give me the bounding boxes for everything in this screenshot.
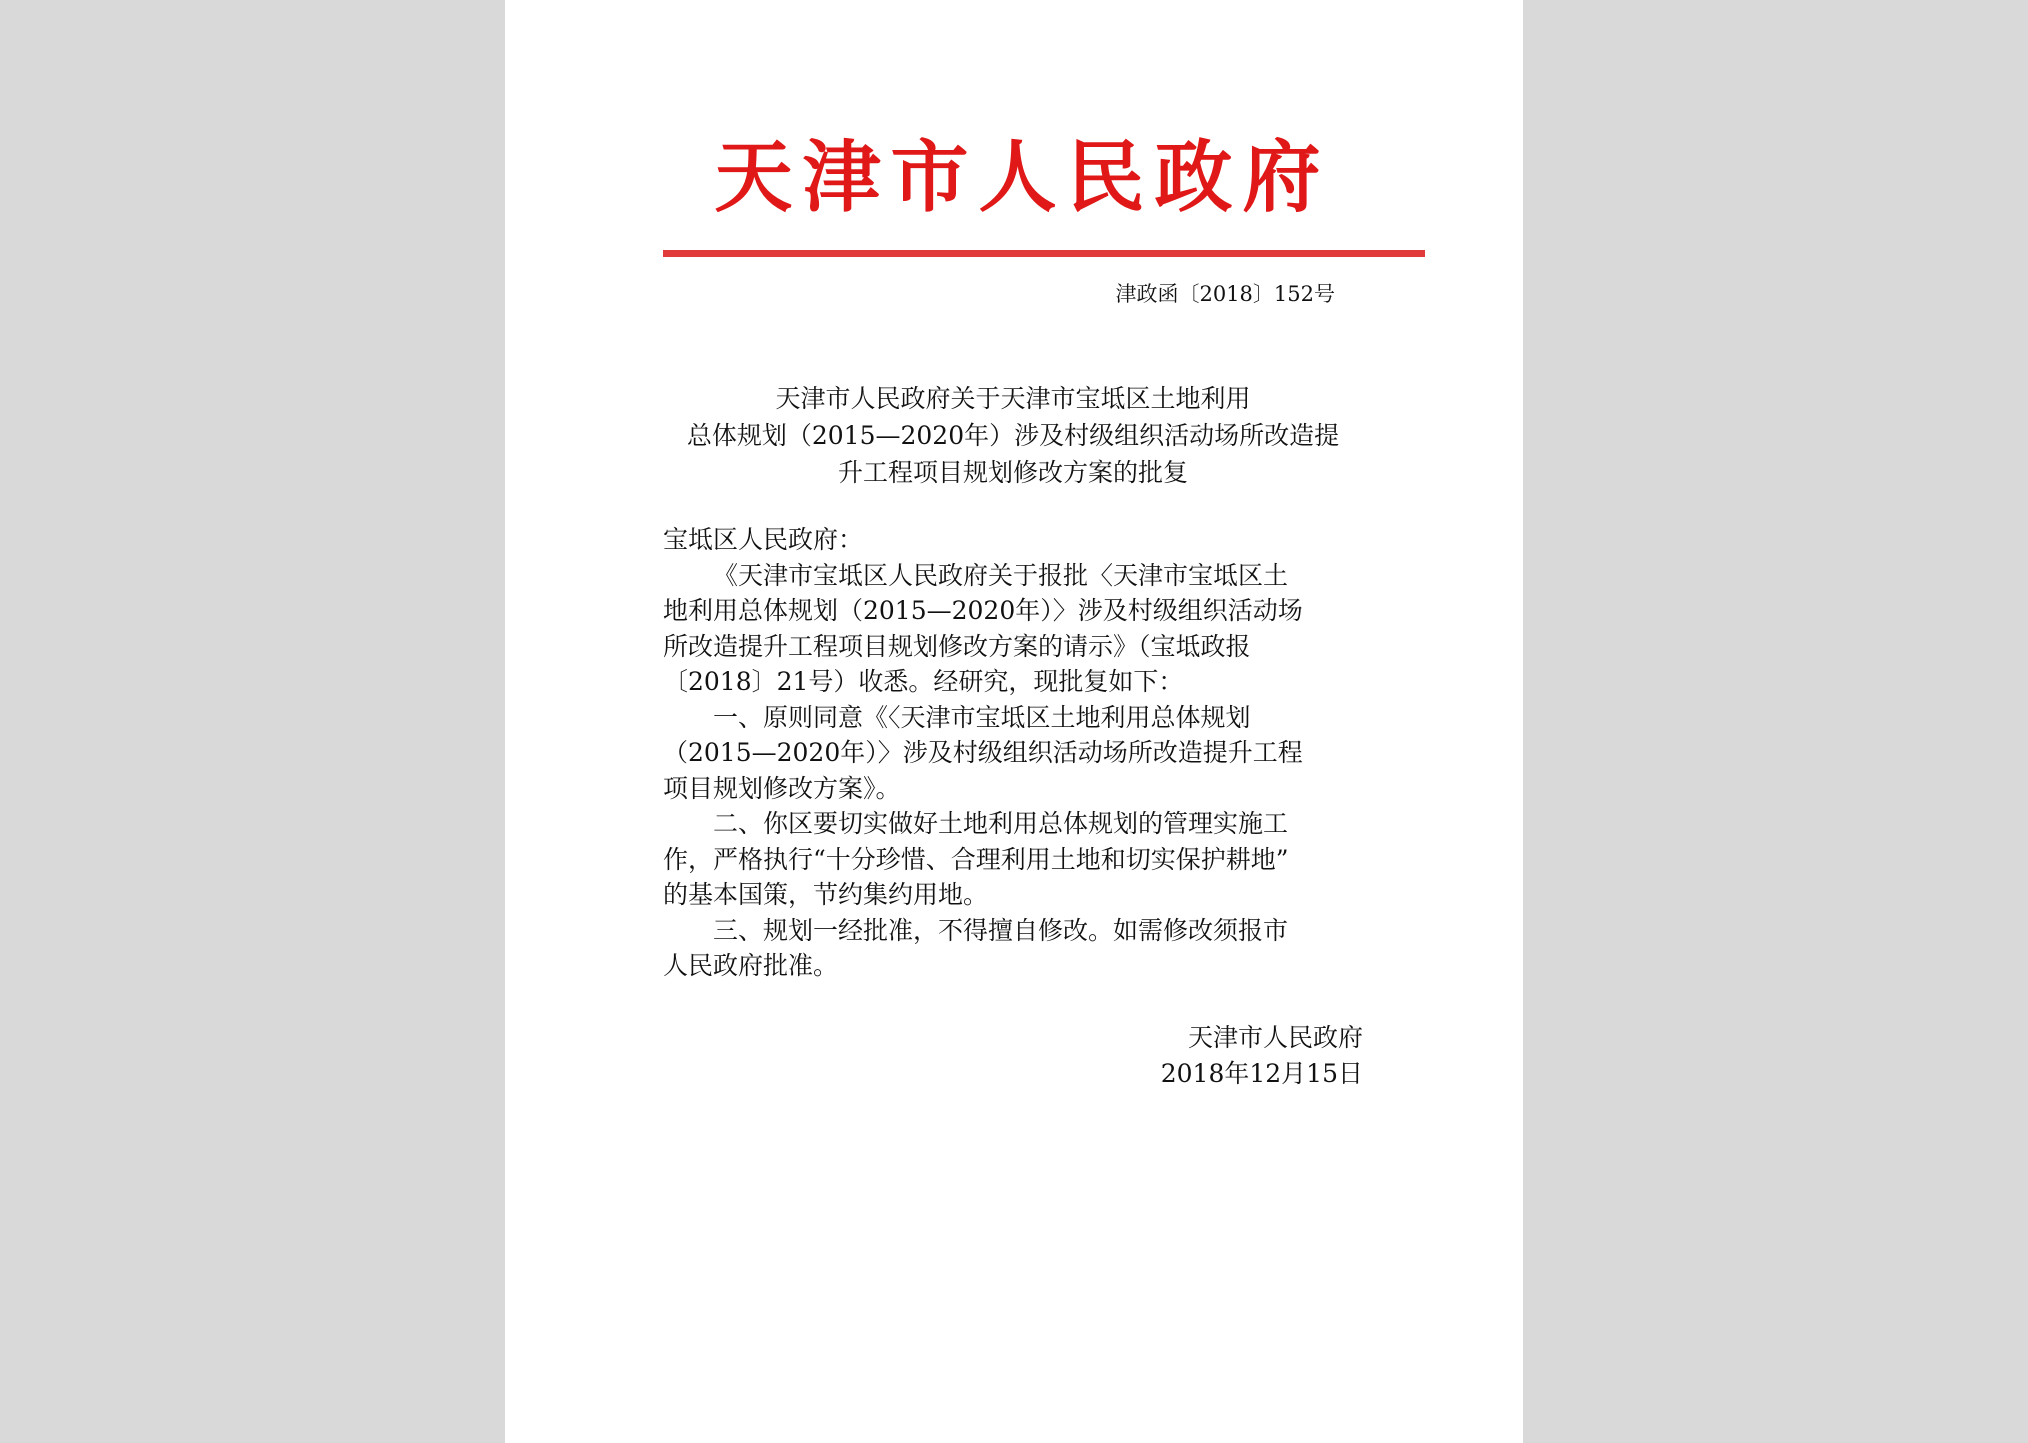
signature-block [505, 1020, 1363, 1092]
body-line: 一、原则同意《〈天津市宝坻区土地利用总体规划 [713, 702, 1251, 732]
document-page [505, 0, 1523, 1443]
issue-date: 2018年12月15日 [1160, 1059, 1363, 1088]
body-line: 项目规划修改方案》。 [663, 773, 901, 803]
body-line: 所改造提升工程项目规划修改方案的请示》（宝坻政报 [663, 631, 1251, 661]
body-line: （2015—2020年）〉涉及村级组织活动场所改造提升工程 [663, 738, 1303, 767]
body-line: 二、你区要切实做好土地利用总体规划的管理实施工 [713, 809, 1289, 838]
masthead-title: 天津市人民政府 [714, 133, 1331, 223]
addressee: 宝坻区人民政府： [663, 525, 864, 554]
title-line: 天津市人民政府关于天津市宝坻区土地利用 [775, 384, 1251, 413]
body-line: 作，严格执行“十分珍惜、合理利用土地和切实保护耕地” [663, 844, 1289, 874]
body-line: 〔2018〕21号）收悉。经研究，现批复如下： [663, 667, 1184, 696]
body-line: 的基本国策，节约集约用地。 [663, 880, 989, 909]
title-line: 总体规划（2015—2020年）涉及村级组织活动场所改造提 [686, 421, 1340, 450]
body-line: 人民政府批准。 [663, 951, 839, 980]
title-line: 升工程项目规划修改方案的批复 [837, 458, 1188, 487]
body-line: 地利用总体规划（2015—2020年）〉涉及村级组织活动场 [663, 596, 1303, 625]
issuer-name: 天津市人民政府 [1187, 1023, 1363, 1052]
document-title [663, 380, 1363, 491]
body-line: 《天津市宝坻区人民政府关于报批〈天津市宝坻区土 [713, 560, 1289, 590]
red-divider-line [663, 250, 1425, 257]
document-number: 津政函〔2018〕152号 [1115, 282, 1335, 306]
body-line: 三、规划一经批准，不得擅自修改。如需修改须报市 [713, 915, 1289, 945]
document-body [663, 522, 1363, 984]
